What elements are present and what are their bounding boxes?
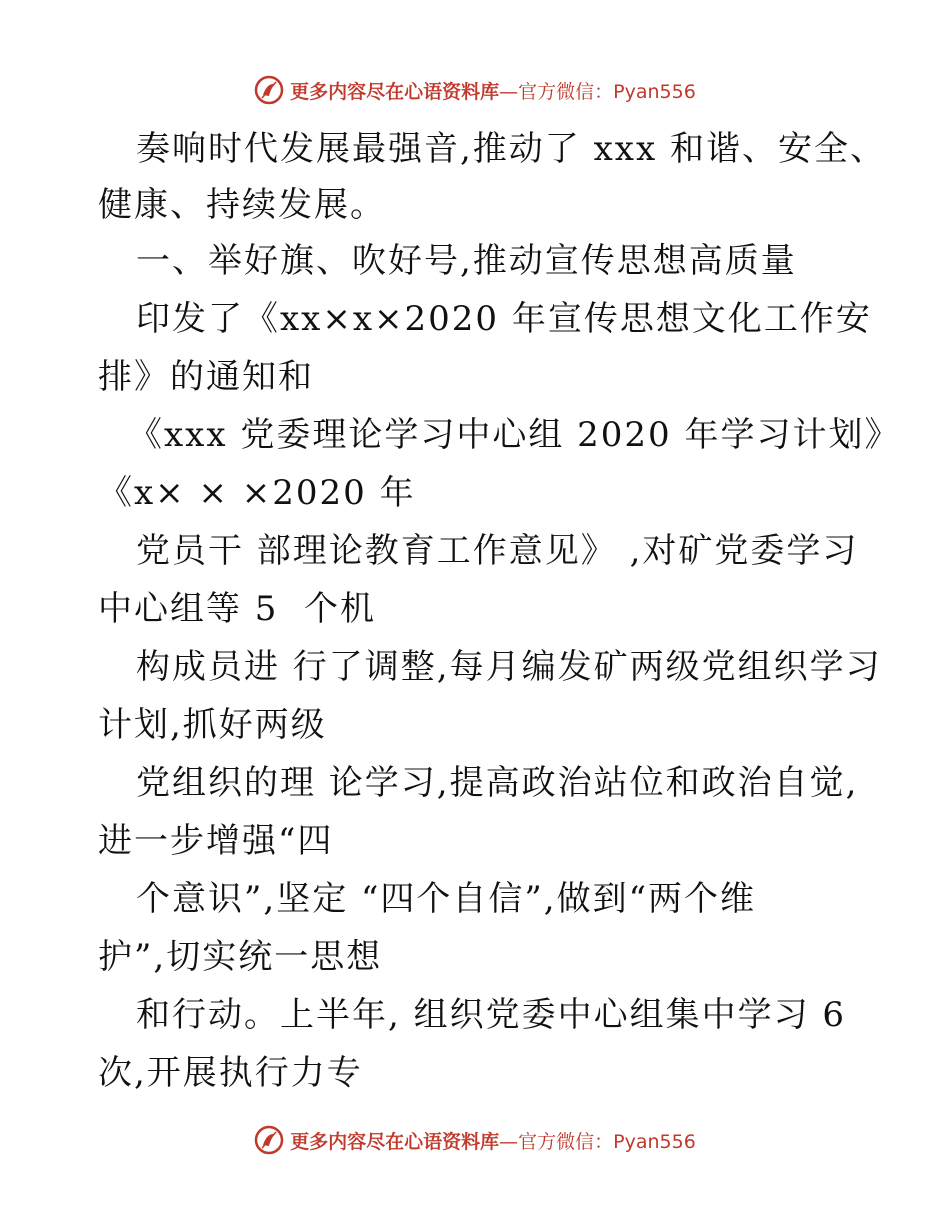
logo-icon (254, 75, 284, 105)
header-banner-title: 更多内容尽在心语资料库 (290, 80, 500, 103)
footer-banner-wechat: —官方微信：Pyan556 (499, 1130, 696, 1153)
text-line: 党员干 部理论教育工作意见》 ,对矿党委学习 (136, 531, 859, 571)
header-banner (0, 70, 950, 110)
text-line: 印发了《xx×x×2020 年宣传思想文化工作安 (136, 299, 872, 339)
logo-icon (254, 1125, 284, 1155)
text-line: 健康、持续发展。 (98, 185, 386, 225)
header-banner-wechat: —官方微信：Pyan556 (499, 80, 696, 103)
text-line: 排》的通知和 (98, 357, 314, 397)
footer-banner-title: 更多内容尽在心语资料库 (290, 1130, 500, 1153)
text-line: 计划,抓好两级 (98, 705, 327, 745)
text-line: 奏响时代发展最强音,推动了 xxx 和谐、安全、 (136, 129, 886, 169)
text-line: 一、举好旗、吹好号,推动宣传思想高质量 (136, 241, 797, 281)
text-line: 个意识”,坚定 “四个自信”,做到“两个维 (136, 879, 756, 919)
text-line: 构成员进 行了调整,每月编发矿两级党组织学习 (136, 647, 882, 687)
text-line: 中心组等 5 个机 (98, 589, 377, 629)
text-line: 进一步增强“四 (98, 821, 334, 861)
text-line: 护”,切实统一思想 (98, 937, 383, 977)
text-line: 《xxx 党委理论学习中心组 2020 年学习计划》 (128, 415, 901, 455)
text-line: 和行动。上半年, 组织党委中心组集中学习 6 (136, 995, 847, 1035)
footer-banner (0, 1120, 950, 1160)
text-line: 次,开展执行力专 (98, 1053, 363, 1093)
text-line: 《x× × ×2020 年 (98, 473, 416, 513)
text-line: 党组织的理 论学习,提高政治站位和政治自觉, (136, 763, 859, 803)
